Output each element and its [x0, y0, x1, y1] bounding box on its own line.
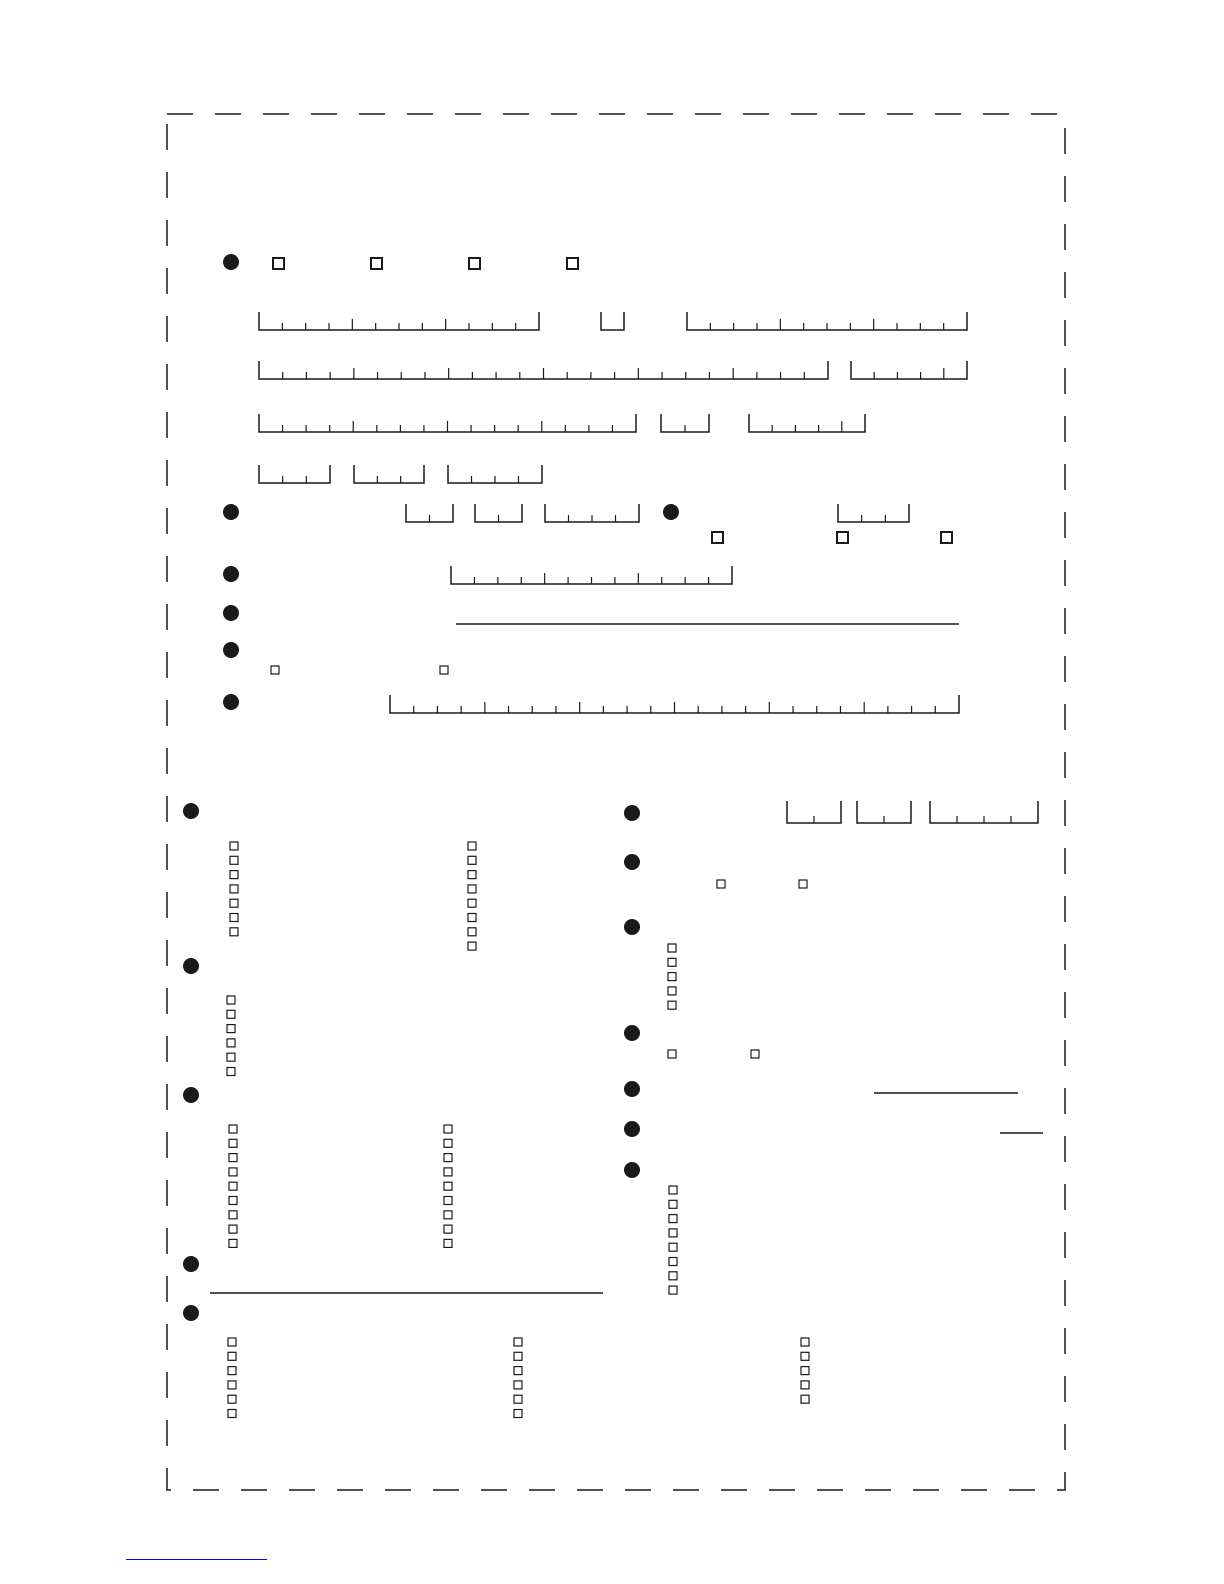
- item-bullet: [183, 958, 199, 974]
- checkbox[interactable]: [668, 1001, 676, 1009]
- checkbox[interactable]: [230, 871, 238, 879]
- comb-input-field[interactable]: [601, 312, 624, 330]
- checkbox[interactable]: [444, 1182, 452, 1190]
- item-bullet: [223, 504, 239, 520]
- checkbox[interactable]: [751, 1050, 759, 1058]
- checkbox[interactable]: [468, 899, 476, 907]
- item-bullet: [223, 566, 239, 582]
- item-bullet: [223, 642, 239, 658]
- checkbox[interactable]: [227, 1068, 235, 1076]
- checkbox[interactable]: [468, 885, 476, 893]
- item-bullet: [624, 805, 640, 821]
- checkbox[interactable]: [227, 1025, 235, 1033]
- checkbox[interactable]: [229, 1182, 237, 1190]
- item-bullet: [183, 1305, 199, 1321]
- checkbox[interactable]: [468, 856, 476, 864]
- checkbox[interactable]: [230, 914, 238, 922]
- checkbox[interactable]: [371, 258, 382, 269]
- checkbox[interactable]: [668, 973, 676, 981]
- item-bullet: [624, 1121, 640, 1137]
- checkbox[interactable]: [229, 1197, 237, 1205]
- item-bullet: [183, 1256, 199, 1272]
- checkbox[interactable]: [514, 1338, 522, 1346]
- checkbox[interactable]: [514, 1367, 522, 1375]
- checkbox[interactable]: [228, 1410, 236, 1418]
- checkbox[interactable]: [669, 1243, 677, 1251]
- checkbox[interactable]: [514, 1410, 522, 1418]
- checkbox[interactable]: [228, 1352, 236, 1360]
- checkbox[interactable]: [227, 996, 235, 1004]
- checkbox[interactable]: [444, 1125, 452, 1133]
- checkbox[interactable]: [468, 914, 476, 922]
- checkbox[interactable]: [444, 1211, 452, 1219]
- checkbox[interactable]: [229, 1225, 237, 1233]
- checkbox[interactable]: [712, 532, 723, 543]
- checkbox[interactable]: [230, 842, 238, 850]
- checkbox[interactable]: [273, 258, 284, 269]
- item-bullet: [624, 854, 640, 870]
- checkbox[interactable]: [444, 1139, 452, 1147]
- comb-input-field[interactable]: [259, 465, 330, 483]
- item-bullet: [624, 1162, 640, 1178]
- checkbox[interactable]: [469, 258, 480, 269]
- comb-input-field[interactable]: [838, 504, 909, 522]
- comb-input-field[interactable]: [749, 414, 865, 432]
- checkbox[interactable]: [230, 928, 238, 936]
- checkbox[interactable]: [668, 1050, 676, 1058]
- checkbox[interactable]: [799, 880, 807, 888]
- checkbox[interactable]: [468, 942, 476, 950]
- checkbox[interactable]: [514, 1352, 522, 1360]
- checkbox[interactable]: [669, 1258, 677, 1266]
- checkbox[interactable]: [668, 944, 676, 952]
- checkbox[interactable]: [230, 856, 238, 864]
- link-underline[interactable]: [126, 1559, 267, 1560]
- item-bullet: [663, 504, 679, 520]
- checkbox[interactable]: [801, 1395, 809, 1403]
- checkbox[interactable]: [468, 928, 476, 936]
- checkbox[interactable]: [230, 899, 238, 907]
- checkbox[interactable]: [444, 1225, 452, 1233]
- checkbox[interactable]: [229, 1139, 237, 1147]
- checkbox[interactable]: [669, 1186, 677, 1194]
- checkbox[interactable]: [444, 1239, 452, 1247]
- item-bullet: [624, 1081, 640, 1097]
- checkbox[interactable]: [229, 1239, 237, 1247]
- checkbox[interactable]: [941, 532, 952, 543]
- item-bullet: [183, 803, 199, 819]
- checkbox[interactable]: [669, 1286, 677, 1294]
- checkbox[interactable]: [230, 885, 238, 893]
- checkbox[interactable]: [444, 1154, 452, 1162]
- checkbox[interactable]: [444, 1197, 452, 1205]
- checkbox[interactable]: [271, 666, 279, 674]
- item-bullet: [183, 1087, 199, 1103]
- checkbox[interactable]: [468, 871, 476, 879]
- checkbox[interactable]: [801, 1352, 809, 1360]
- checkbox[interactable]: [801, 1367, 809, 1375]
- checkbox[interactable]: [229, 1154, 237, 1162]
- checkbox[interactable]: [514, 1381, 522, 1389]
- checkbox[interactable]: [669, 1200, 677, 1208]
- checkbox[interactable]: [669, 1229, 677, 1237]
- checkbox[interactable]: [668, 987, 676, 995]
- item-bullet: [624, 1025, 640, 1041]
- checkbox[interactable]: [228, 1395, 236, 1403]
- checkbox[interactable]: [227, 1010, 235, 1018]
- checkbox[interactable]: [229, 1125, 237, 1133]
- item-bullet: [223, 694, 239, 710]
- comb-input-field[interactable]: [354, 465, 424, 483]
- checkbox[interactable]: [668, 958, 676, 966]
- item-bullet: [223, 254, 239, 270]
- checkbox[interactable]: [229, 1168, 237, 1176]
- checkbox[interactable]: [801, 1381, 809, 1389]
- checkbox[interactable]: [227, 1053, 235, 1061]
- checkbox[interactable]: [669, 1272, 677, 1280]
- checkbox[interactable]: [440, 666, 448, 674]
- checkbox[interactable]: [468, 842, 476, 850]
- item-bullet: [223, 605, 239, 621]
- checkbox[interactable]: [229, 1211, 237, 1219]
- checkbox[interactable]: [717, 880, 725, 888]
- checkbox[interactable]: [444, 1168, 452, 1176]
- checkbox[interactable]: [227, 1039, 235, 1047]
- comb-input-field[interactable]: [851, 361, 967, 379]
- item-bullet: [624, 919, 640, 935]
- checkbox[interactable]: [801, 1338, 809, 1346]
- checkbox[interactable]: [228, 1381, 236, 1389]
- checkbox[interactable]: [228, 1367, 236, 1375]
- checkbox[interactable]: [514, 1395, 522, 1403]
- checkbox[interactable]: [228, 1338, 236, 1346]
- checkbox[interactable]: [837, 532, 848, 543]
- checkbox[interactable]: [669, 1215, 677, 1223]
- checkbox[interactable]: [567, 258, 578, 269]
